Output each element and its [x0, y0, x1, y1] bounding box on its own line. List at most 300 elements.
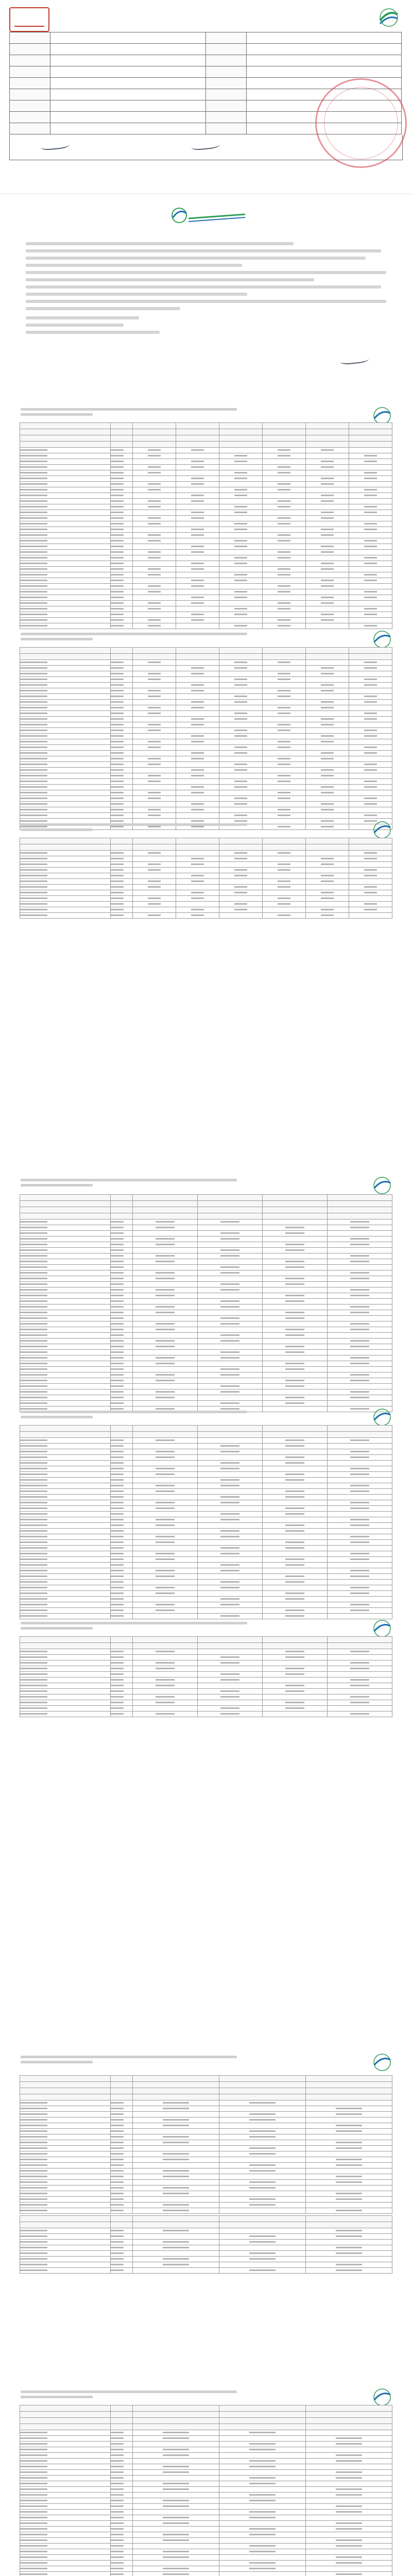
result-value-cell	[133, 902, 176, 907]
result-value-cell	[176, 756, 219, 762]
result-value-cell	[219, 2134, 306, 2140]
result-value-cell	[133, 700, 176, 705]
item-name-cell	[20, 2459, 111, 2464]
item-code-cell	[111, 1568, 133, 1574]
item-name-cell	[20, 1344, 111, 1350]
result-value-cell	[263, 677, 306, 683]
result-value-cell	[263, 1276, 328, 1282]
result-value-cell	[306, 2487, 392, 2493]
result-value-cell	[198, 1655, 263, 1660]
item-name-cell	[20, 694, 111, 700]
result-value-cell	[263, 1310, 328, 1316]
table-row	[20, 2146, 392, 2151]
result-value-cell	[219, 844, 263, 851]
result-value-cell	[219, 2476, 306, 2481]
result-value-cell	[349, 448, 392, 453]
item-name-cell	[20, 572, 111, 578]
result-value-cell	[198, 1649, 263, 1655]
result-value-cell	[133, 2424, 219, 2430]
table-row	[20, 2123, 392, 2129]
result-value-cell	[133, 465, 176, 470]
result-value-cell	[198, 1614, 263, 1619]
cover-page	[0, 0, 412, 185]
item-name-cell	[20, 2191, 111, 2197]
result-value-cell	[133, 1643, 198, 1649]
result-value-cell	[263, 1242, 328, 1248]
result-value-cell	[263, 1563, 328, 1568]
result-value-cell	[198, 1660, 263, 1666]
result-value-cell	[198, 1666, 263, 1672]
item-name-cell	[20, 2228, 111, 2234]
table-row	[20, 1282, 392, 1287]
result-value-cell	[133, 654, 176, 660]
result-value-cell	[349, 785, 392, 790]
result-value-cell	[219, 660, 263, 666]
result-value-cell	[133, 885, 176, 890]
result-value-cell	[349, 516, 392, 521]
table-row	[20, 448, 392, 453]
item-name-cell	[20, 1401, 111, 1406]
result-value-cell	[263, 1614, 328, 1619]
result-value-cell	[306, 595, 349, 601]
item-code-cell	[111, 429, 133, 435]
handwritten-signature	[191, 140, 220, 151]
item-code-cell	[111, 879, 133, 885]
table-row	[20, 1689, 392, 1694]
result-value-cell	[263, 790, 306, 796]
result-value-cell	[328, 1350, 392, 1355]
table-row	[20, 1557, 392, 1563]
result-value-cell	[263, 1367, 328, 1372]
result-value-cell	[219, 2140, 306, 2146]
table-row	[20, 868, 392, 873]
item-code-cell	[111, 2234, 133, 2240]
result-value-cell	[133, 1557, 198, 1563]
result-value-cell	[263, 1711, 328, 1717]
item-name-cell	[20, 1449, 111, 1455]
result-value-cell	[263, 1660, 328, 1666]
table-row	[20, 890, 392, 896]
result-value-cell	[263, 1449, 328, 1455]
result-value-cell	[328, 1597, 392, 1602]
result-value-cell	[176, 802, 219, 807]
result-value-cell	[219, 890, 263, 896]
item-code-cell	[111, 671, 133, 677]
result-value-cell	[306, 578, 349, 584]
item-name-cell	[20, 2202, 111, 2208]
result-value-cell	[219, 2527, 306, 2532]
item-name-cell	[20, 868, 111, 873]
result-value-cell	[263, 453, 306, 459]
result-value-cell	[219, 728, 263, 734]
result-value-cell	[219, 838, 263, 844]
result-value-cell	[263, 612, 306, 618]
item-name-cell	[20, 879, 111, 885]
item-name-cell	[20, 1568, 111, 1574]
result-value-cell	[133, 2202, 219, 2208]
table-row	[20, 2561, 392, 2566]
result-value-cell	[328, 1316, 392, 1321]
table-row	[20, 1248, 392, 1253]
result-value-cell	[306, 516, 349, 521]
result-value-cell	[306, 2572, 392, 2576]
result-value-cell	[219, 423, 263, 429]
result-value-cell	[133, 435, 176, 442]
result-value-cell	[349, 734, 392, 739]
result-value-cell	[219, 868, 263, 873]
result-value-cell	[263, 1213, 328, 1219]
table-row	[20, 722, 392, 728]
result-value-cell	[198, 1438, 263, 1444]
result-value-cell	[176, 521, 219, 527]
result-value-cell	[306, 567, 349, 572]
item-name-cell	[20, 465, 111, 470]
result-value-cell	[263, 465, 306, 470]
result-value-cell	[263, 510, 306, 516]
item-name-cell	[20, 756, 111, 762]
result-value-cell	[198, 1672, 263, 1677]
item-name-cell	[20, 1270, 111, 1276]
table-row	[20, 1672, 392, 1677]
result-value-cell	[328, 1282, 392, 1287]
result-value-cell	[198, 1597, 263, 1602]
result-value-cell	[263, 1304, 328, 1310]
item-code-cell	[111, 1259, 133, 1265]
table-row	[20, 913, 392, 919]
text-line	[26, 300, 386, 303]
table-row	[20, 768, 392, 773]
table-row	[20, 2436, 392, 2442]
item-name-cell	[20, 711, 111, 717]
result-value-cell	[219, 2481, 306, 2487]
item-code-cell	[111, 862, 133, 868]
result-value-cell	[176, 773, 219, 779]
result-value-cell	[263, 751, 306, 756]
item-name-cell	[20, 2532, 111, 2538]
result-value-cell	[263, 533, 306, 538]
item-code-cell	[111, 688, 133, 694]
table-row	[20, 2566, 392, 2572]
result-value-cell	[349, 493, 392, 499]
result-value-cell	[306, 453, 349, 459]
item-code-cell	[111, 2100, 133, 2106]
company-logo-icon	[372, 2387, 392, 2407]
item-name-cell	[20, 459, 111, 465]
item-code-cell	[111, 2447, 133, 2453]
item-code-cell	[111, 1683, 133, 1689]
item-name-cell	[20, 728, 111, 734]
result-value-cell	[306, 902, 349, 907]
item-code-cell	[111, 796, 133, 802]
result-value-cell	[349, 885, 392, 890]
result-value-cell	[133, 1614, 198, 1619]
result-value-cell	[263, 885, 306, 890]
result-value-cell	[263, 1517, 328, 1523]
result-value-cell	[263, 1231, 328, 1236]
item-code-cell	[111, 2268, 133, 2274]
table-row	[20, 572, 392, 578]
result-value-cell	[328, 1401, 392, 1406]
result-value-cell	[219, 2453, 306, 2459]
result-value-cell	[198, 1449, 263, 1455]
item-name-cell	[20, 1672, 111, 1677]
result-value-cell	[198, 1321, 263, 1327]
item-name-cell	[20, 1327, 111, 1333]
item-code-cell	[111, 1231, 133, 1236]
item-name-cell	[20, 1299, 111, 1304]
table-row	[20, 796, 392, 802]
table-row	[20, 666, 392, 671]
result-value-cell	[133, 589, 176, 595]
empty-cell	[205, 123, 246, 134]
result-value-cell	[133, 493, 176, 499]
table-row	[20, 453, 392, 459]
item-code-cell	[111, 2157, 133, 2163]
result-value-cell	[133, 567, 176, 572]
result-value-cell	[306, 544, 349, 550]
table-row	[20, 499, 392, 504]
result-value-cell	[198, 1361, 263, 1367]
result-value-cell	[349, 435, 392, 442]
result-value-cell	[263, 538, 306, 544]
item-name-cell	[20, 516, 111, 521]
table-row	[20, 1338, 392, 1344]
result-value-cell	[198, 1455, 263, 1461]
result-value-cell	[306, 2459, 392, 2464]
result-value-cell	[306, 907, 349, 913]
text-line	[26, 293, 247, 296]
result-value-cell	[198, 1591, 263, 1597]
table-row	[20, 683, 392, 688]
item-name-cell	[20, 1649, 111, 1655]
item-code-cell	[111, 2430, 133, 2436]
result-value-cell	[133, 561, 176, 567]
result-value-cell	[349, 705, 392, 711]
result-value-cell	[133, 2262, 219, 2268]
result-value-cell	[328, 1694, 392, 1700]
table-row	[20, 1361, 392, 1367]
result-value-cell	[133, 2197, 219, 2202]
result-value-cell	[306, 844, 349, 851]
item-name-cell	[20, 796, 111, 802]
result-value-cell	[133, 612, 176, 618]
result-value-cell	[328, 1495, 392, 1500]
item-code-cell	[111, 555, 133, 561]
table-row	[20, 2157, 392, 2163]
result-value-cell	[349, 745, 392, 751]
result-value-cell	[349, 648, 392, 654]
result-value-cell	[198, 1236, 263, 1242]
result-value-cell	[176, 595, 219, 601]
table-row	[20, 1316, 392, 1321]
table-row	[20, 601, 392, 606]
result-value-cell	[263, 1540, 328, 1546]
result-value-cell	[263, 618, 306, 623]
result-value-cell	[219, 856, 263, 862]
item-code-cell	[111, 2510, 133, 2515]
result-value-cell	[263, 1546, 328, 1551]
result-value-cell	[306, 683, 349, 688]
page-header-line	[21, 1622, 247, 1624]
table-row	[20, 1401, 392, 1406]
result-value-cell	[263, 779, 306, 785]
result-value-cell	[219, 790, 263, 796]
results-table	[20, 838, 392, 919]
result-value-cell	[176, 873, 219, 879]
signature-row	[9, 135, 403, 160]
table-header-row	[20, 1195, 392, 1201]
result-value-cell	[263, 493, 306, 499]
item-code-cell	[111, 1299, 133, 1304]
table-row	[20, 2555, 392, 2561]
table-row	[20, 1389, 392, 1395]
item-code-cell	[111, 1461, 133, 1466]
item-code-cell	[111, 1321, 133, 1327]
result-value-cell	[198, 1689, 263, 1694]
result-value-cell	[306, 504, 349, 510]
item-name-cell	[20, 2487, 111, 2493]
item-code-cell	[111, 1591, 133, 1597]
result-value-cell	[133, 756, 176, 762]
table-row	[20, 2493, 392, 2498]
result-value-cell	[133, 1608, 198, 1614]
item-code-cell	[111, 2521, 133, 2527]
result-value-cell	[219, 453, 263, 459]
result-value-cell	[306, 2112, 392, 2117]
result-value-cell	[133, 2532, 219, 2538]
result-value-cell	[219, 768, 263, 773]
result-value-cell	[306, 700, 349, 705]
result-value-cell	[133, 470, 176, 476]
company-logo-icon	[372, 2053, 392, 2072]
result-value-cell	[263, 1327, 328, 1333]
company-banner-logo-icon	[170, 205, 245, 228]
item-name-cell	[20, 1293, 111, 1299]
result-value-cell	[306, 2430, 392, 2436]
result-value-cell	[198, 1683, 263, 1689]
field-label	[10, 66, 50, 78]
result-value-cell	[198, 1282, 263, 1287]
result-value-cell	[306, 2566, 392, 2572]
result-value-cell	[133, 683, 176, 688]
result-value-cell	[219, 2191, 306, 2197]
table-row	[20, 694, 392, 700]
result-value-cell	[176, 654, 219, 660]
result-value-cell	[133, 1236, 198, 1242]
result-value-cell	[133, 868, 176, 873]
result-value-cell	[349, 499, 392, 504]
result-value-cell	[263, 654, 306, 660]
results-table	[20, 2215, 392, 2274]
table-header-row	[20, 1426, 392, 1432]
item-name-cell	[20, 1287, 111, 1293]
table-row	[20, 578, 392, 584]
table-row	[20, 606, 392, 612]
table-row	[20, 533, 392, 538]
item-name-cell	[20, 1248, 111, 1253]
result-value-cell	[198, 1540, 263, 1546]
result-value-cell	[176, 544, 219, 550]
table-row	[20, 567, 392, 572]
item-name-cell	[20, 779, 111, 785]
result-value-cell	[219, 756, 263, 762]
field-value	[50, 55, 206, 66]
result-value-cell	[133, 722, 176, 728]
result-value-cell	[263, 1472, 328, 1478]
item-code-cell	[111, 561, 133, 567]
table-row	[20, 595, 392, 601]
result-value-cell	[176, 700, 219, 705]
table-row	[20, 2504, 392, 2510]
item-name-cell	[20, 2453, 111, 2459]
page-header-line	[21, 2391, 237, 2393]
result-value-cell	[176, 896, 219, 902]
item-name-cell	[20, 1495, 111, 1500]
table-row	[20, 589, 392, 595]
table-row	[20, 1304, 392, 1310]
result-value-cell	[176, 572, 219, 578]
result-value-cell	[219, 2163, 306, 2168]
item-code-cell	[111, 1455, 133, 1461]
result-value-cell	[263, 1580, 328, 1585]
table-row	[20, 2257, 392, 2262]
field-value	[50, 66, 206, 78]
item-name-cell	[20, 2504, 111, 2510]
result-value-cell	[349, 751, 392, 756]
result-value-cell	[133, 2228, 219, 2234]
result-value-cell	[219, 2566, 306, 2572]
result-value-cell	[133, 510, 176, 516]
result-value-cell	[328, 1355, 392, 1361]
result-value-cell	[133, 1706, 198, 1711]
field-value	[50, 44, 206, 55]
item-name-cell	[20, 429, 111, 435]
table-row	[20, 1367, 392, 1372]
result-value-cell	[133, 648, 176, 654]
result-value-cell	[176, 623, 219, 629]
result-value-cell	[306, 2504, 392, 2510]
result-value-cell	[263, 1683, 328, 1689]
result-value-cell	[219, 2521, 306, 2527]
result-value-cell	[176, 482, 219, 487]
page-header-line	[21, 1184, 93, 1187]
result-value-cell	[328, 1506, 392, 1512]
result-value-cell	[176, 856, 219, 862]
table-row	[20, 1666, 392, 1672]
field-value	[246, 55, 402, 66]
result-value-cell	[263, 1649, 328, 1655]
result-value-cell	[349, 470, 392, 476]
text-line	[26, 271, 386, 274]
table-row	[20, 2134, 392, 2140]
item-name-cell	[20, 521, 111, 527]
result-value-cell	[176, 578, 219, 584]
item-name-cell	[20, 453, 111, 459]
result-value-cell	[198, 1395, 263, 1401]
result-value-cell	[349, 768, 392, 773]
item-code-cell	[111, 1694, 133, 1700]
table-row	[20, 2515, 392, 2521]
table-row	[20, 1259, 392, 1265]
item-code-cell	[111, 1432, 133, 1438]
result-value-cell	[263, 902, 306, 907]
table-header-row	[20, 1637, 392, 1643]
result-value-cell	[133, 459, 176, 465]
item-code-cell	[111, 751, 133, 756]
result-value-cell	[133, 1449, 198, 1455]
result-value-cell	[306, 2447, 392, 2453]
result-value-cell	[176, 435, 219, 442]
